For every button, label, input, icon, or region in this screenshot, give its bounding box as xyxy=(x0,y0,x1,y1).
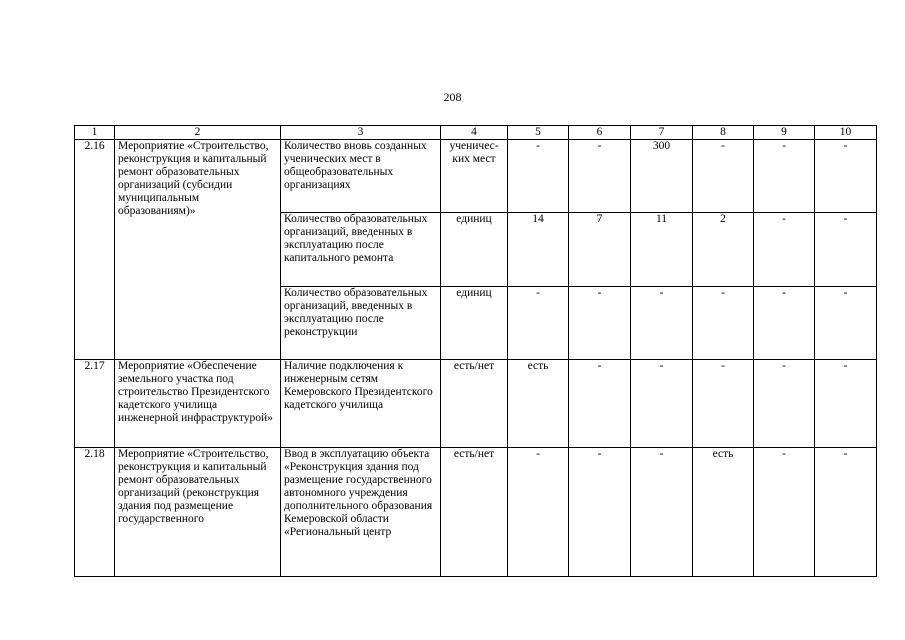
unit-cell: ученичес-ких мест xyxy=(441,140,508,213)
value-cell: - xyxy=(815,448,877,577)
value-cell: - xyxy=(815,287,877,360)
header-cell: 10 xyxy=(815,126,877,140)
indicators-table xyxy=(74,125,877,577)
header-cell: 5 xyxy=(508,126,569,140)
indicator-cell: Количество вновь созданных ученических мест в общеобразовательных организациях xyxy=(281,140,441,213)
value-cell: - xyxy=(754,213,815,287)
indicator-cell: Ввод в эксплуатацию объекта «Реконструкция здания под размещение государственного автономного учреждения дополнительного образования Кемеровской области «Региональный центр xyxy=(281,448,441,577)
table-row xyxy=(75,448,877,577)
header-cell: 6 xyxy=(569,126,631,140)
value-cell: 2 xyxy=(693,213,754,287)
header-row xyxy=(75,126,877,140)
value-cell: - xyxy=(508,140,569,213)
unit-cell: есть/нет xyxy=(441,360,508,448)
table-row xyxy=(75,140,877,213)
row-number: 2.18 xyxy=(75,448,115,577)
indicator-cell: Количество образовательных организаций, введенных в эксплуатацию после капитального ремонта xyxy=(281,213,441,287)
header-cell: 8 xyxy=(693,126,754,140)
value-cell: 11 xyxy=(631,213,693,287)
value-cell: 14 xyxy=(508,213,569,287)
unit-cell: единиц xyxy=(441,287,508,360)
value-cell: - xyxy=(631,360,693,448)
table-row xyxy=(75,360,877,448)
value-cell: - xyxy=(815,360,877,448)
value-cell: - xyxy=(508,287,569,360)
value-cell: 300 xyxy=(631,140,693,213)
row-number: 2.17 xyxy=(75,360,115,448)
value-cell: - xyxy=(569,140,631,213)
header-cell: 9 xyxy=(754,126,815,140)
indicator-cell: Наличие подключения к инженерным сетям Кемеровского Президентского кадетского училища xyxy=(281,360,441,448)
page-number: 208 xyxy=(443,90,462,104)
event-cell: Мероприятие «Обеспечение земельного участка под строительство Президентского кадетского училища инженерной инфраструктурой» xyxy=(115,360,281,448)
header-cell: 7 xyxy=(631,126,693,140)
unit-cell: есть/нет xyxy=(441,448,508,577)
value-cell: - xyxy=(693,287,754,360)
indicator-cell: Количество образовательных организаций, введенных в эксплуатацию после реконструкции xyxy=(281,287,441,360)
value-cell: 7 xyxy=(569,213,631,287)
header-cell: 3 xyxy=(281,126,441,140)
value-cell: - xyxy=(754,360,815,448)
value-cell: - xyxy=(693,140,754,213)
value-cell: - xyxy=(569,448,631,577)
value-cell: - xyxy=(815,213,877,287)
value-cell: - xyxy=(631,287,693,360)
event-cell: Мероприятие «Строительство, реконструкция и капитальный ремонт образовательных организаций (реконструкция здания под размещение государственного xyxy=(115,448,281,577)
row-number: 2.16 xyxy=(75,140,115,360)
header-cell: 2 xyxy=(115,126,281,140)
event-cell: Мероприятие «Строительство, реконструкция и капитальный ремонт образовательных организаций (субсидии муниципальным образованиям)» xyxy=(115,140,281,360)
value-cell: - xyxy=(693,360,754,448)
value-cell: - xyxy=(815,140,877,213)
header-cell: 4 xyxy=(441,126,508,140)
value-cell: - xyxy=(754,287,815,360)
value-cell: - xyxy=(631,448,693,577)
value-cell: есть xyxy=(508,360,569,448)
value-cell: - xyxy=(569,287,631,360)
value-cell: - xyxy=(569,360,631,448)
value-cell: есть xyxy=(693,448,754,577)
value-cell: - xyxy=(508,448,569,577)
value-cell: - xyxy=(754,448,815,577)
header-cell: 1 xyxy=(75,126,115,140)
value-cell: - xyxy=(754,140,815,213)
unit-cell: единиц xyxy=(441,213,508,287)
